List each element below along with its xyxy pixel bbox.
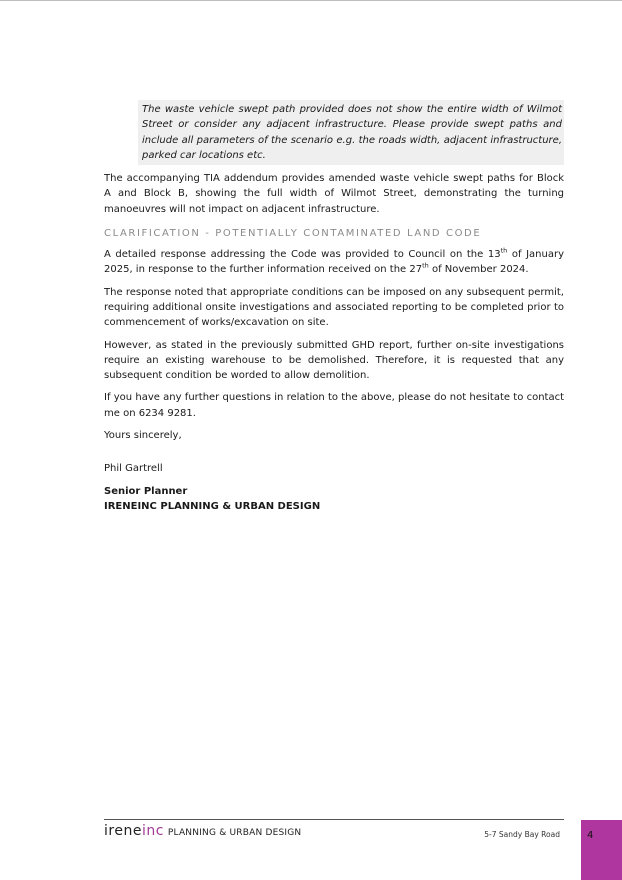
council-request-quote: The waste vehicle swept path provided does not show the entire width of Wilmot Street or consider any adjacent infrastructure. Please provide swept paths and include all parameters of the scenario e.g. the roads width, adjacent infrastructure, parked car locations etc. — [138, 100, 564, 165]
signatory-company: IRENEINC PLANNING & URBAN DESIGN — [104, 500, 321, 512]
footer-logo — [104, 823, 301, 839]
logo-irene: irene — [104, 823, 142, 839]
response-paragraph: The response noted that appropriate conditions can be imposed on any subsequent permit, requiring additional onsite investigations and associated reporting to be completed prior to commencement of works/excavation on site. — [104, 286, 564, 329]
ordinal-suffix: th — [500, 246, 508, 255]
ordinal-suffix: th — [422, 262, 429, 271]
footer-address: 5-7 Sandy Bay Road — [484, 830, 560, 839]
page-number-tab — [581, 820, 622, 880]
logo-inc: inc — [141, 823, 164, 839]
top-rule — [0, 0, 622, 1]
signatory-title: Senior Planner — [104, 485, 188, 497]
letter-body — [104, 100, 564, 514]
closing-salutation: Yours sincerely, — [104, 430, 182, 442]
page-number: 4 — [587, 830, 594, 841]
however-paragraph: However, as stated in the previously submitted GHD report, further on-site investigations require an existing warehouse to be demolished. Therefore, it is requested that any subsequent condition be worded to allow demolition. — [104, 339, 564, 382]
detailed-text-1: A detailed response addressing the Code was provided to Council on the 13 — [104, 249, 501, 261]
detailed-response-paragraph — [104, 247, 564, 278]
signatory-name: Phil Gartrell — [104, 463, 163, 475]
tia-paragraph: The accompanying TIA addendum provides amended waste vehicle swept paths for Block A and Block B, showing the full width of Wilmot Street, demonstrating the turning manoeuvres will not impact on adjacent infrastructure. — [104, 173, 564, 215]
detailed-text-3: of November 2024. — [428, 264, 529, 276]
logo-tagline: PLANNING & URBAN DESIGN — [167, 828, 302, 838]
footer-rule — [104, 819, 564, 820]
section-heading: CLARIFICATION - POTENTIALLY CONTAMINATED LAND CODE — [104, 228, 482, 240]
detailed-text-2: of January 2025, in response to the further information received on the 27 — [104, 249, 565, 276]
questions-paragraph: If you have any further questions in relation to the above, please do not hesitate to contact me on 6234 9281. — [104, 392, 564, 419]
